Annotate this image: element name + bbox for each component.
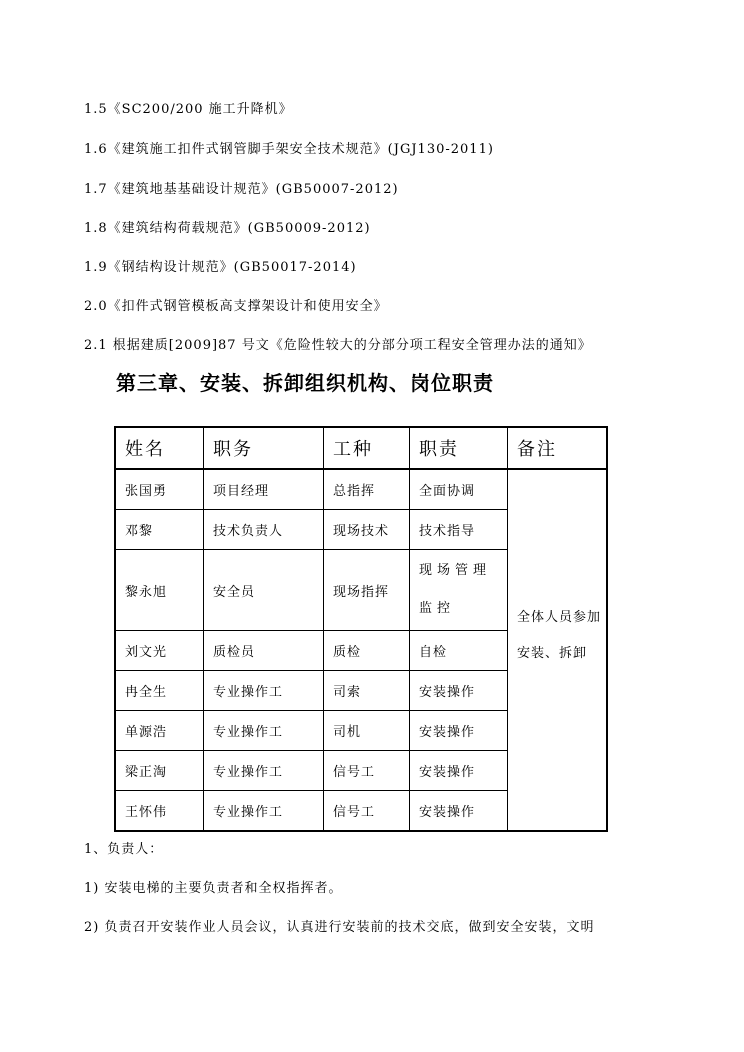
reference-line-5: 1.9《钢结构设计规范》(GB50017-2014) [84,260,357,275]
table-header-row [115,427,607,469]
reference-line-1: 1.5《SC200/200 施工升降机》 [84,102,293,117]
cell-trade: 司索 [324,671,410,711]
staff-table [114,426,608,832]
table-row [115,469,607,510]
cell-trade: 司机 [324,711,410,751]
cell-name: 张国勇 [115,469,204,510]
section-title: 1、负责人： [84,842,164,857]
cell-duty: 全面协调 [410,469,508,510]
cell-position: 质检员 [204,631,324,671]
cell-position: 技术负责人 [204,510,324,550]
cell-duty: 安装操作 [410,711,508,751]
cell-duty: 技术指导 [410,510,508,550]
reference-line-3: 1.7《建筑地基基础设计规范》(GB50007-2012) [84,182,399,197]
cell-name: 冉全生 [115,671,204,711]
cell-trade: 信号工 [324,751,410,791]
reference-line-4: 1.8《建筑结构荷载规范》(GB50009-2012) [84,221,371,236]
header-name: 姓名 [115,427,204,469]
cell-name: 单源浩 [115,711,204,751]
cell-duty: 安装操作 [410,671,508,711]
header-remark: 备注 [508,427,608,469]
cell-name: 刘文光 [115,631,204,671]
header-trade: 工种 [324,427,410,469]
cell-trade: 现场指挥 [324,550,410,631]
cell-name: 黎永旭 [115,550,204,631]
cell-name: 王怀伟 [115,791,204,832]
duty-line-1: 1) 安装电梯的主要负责者和全权指挥者。 [84,881,343,896]
reference-line-2: 1.6《建筑施工扣件式钢管脚手架安全技术规范》(JGJ130-2011) [84,142,494,157]
cell-position: 专业操作工 [204,791,324,832]
cell-position: 专业操作工 [204,751,324,791]
header-position: 职务 [204,427,324,469]
cell-position: 项目经理 [204,469,324,510]
header-duty: 职责 [410,427,508,469]
cell-position: 专业操作工 [204,711,324,751]
cell-trade: 信号工 [324,791,410,832]
cell-duty: 安装操作 [410,791,508,832]
cell-trade: 总指挥 [324,469,410,510]
cell-position: 专业操作工 [204,671,324,711]
cell-duty: 安装操作 [410,751,508,791]
chapter-title: 第三章、安装、拆卸组织机构、岗位职责 [116,371,494,395]
reference-line-6: 2.0《扣件式钢管模板高支撑架设计和使用安全》 [84,299,388,314]
cell-duty: 自检 [410,631,508,671]
cell-remark: 全体人员参加安装、拆卸 [508,469,608,831]
reference-line-7: 2.1 根据建质[2009]87 号文《危险性较大的分部分项工程安全管理办法的通知》 [84,338,592,353]
cell-trade: 现场技术 [324,510,410,550]
cell-position: 安全员 [204,550,324,631]
cell-name: 梁正淘 [115,751,204,791]
cell-trade: 质检 [324,631,410,671]
duty-line-2: 2) 负责召开安装作业人员会议，认真进行安装前的技术交底，做到安全安装，文明 [84,920,595,935]
cell-name: 邓黎 [115,510,204,550]
cell-duty: 现场管理监控 [410,550,508,631]
